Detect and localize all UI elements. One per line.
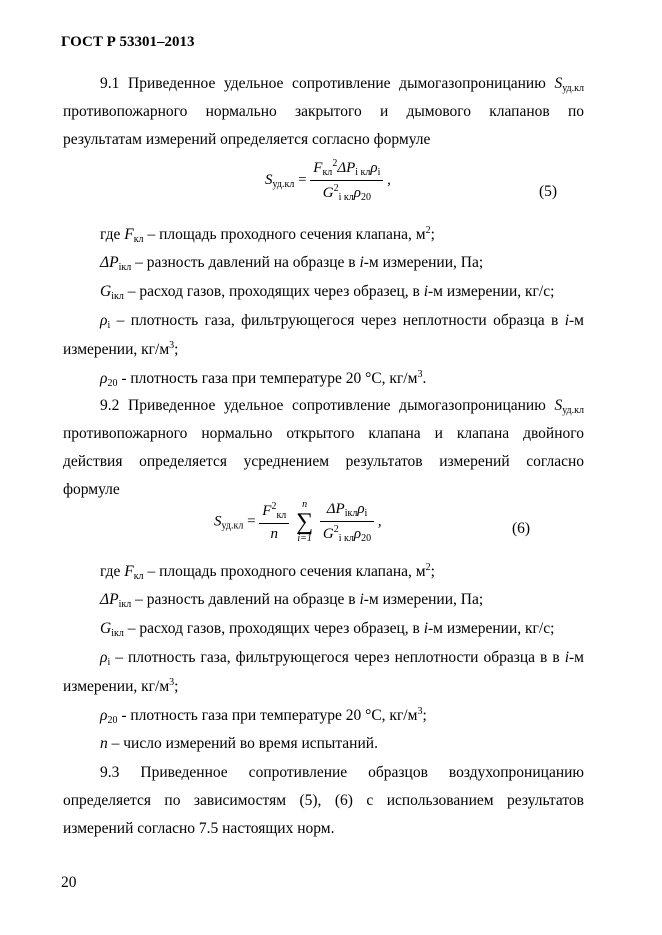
section-9-1-line-2: противопожарного нормально закрытого и дымового клапанов по	[63, 103, 584, 120]
formula-5-number: (5)	[539, 183, 558, 200]
section-9-3-line-3: измерений согласно 7.5 настоящих норм.	[63, 820, 335, 837]
def-F-1: где $F_{кл}$ – площадь проходного сечения клапана, $м^2$;	[100, 225, 435, 245]
def-rho-1: $\rho_i$ – плотность газа, фильтрующегося через неплотности образца в i-м	[100, 312, 584, 331]
section-9-1-line-3: результатам измерений определяется согласно формуле	[63, 131, 431, 148]
formula-5: $S_{уд.кл}$ = $\frac{F_{кл}^2\Delta P_{i кл}\rho_i}{G^2_{i кл}\rho_{20}}$ ,	[265, 158, 391, 203]
section-9-1-line-1: 9.1 Приведенное удельное сопротивление дымогазопроницанию $S_{уд.кл}$	[100, 75, 584, 94]
def-dP-1: $\Delta P_{iкл}$ – разность давлений на образце в i-м измерении, Па;	[100, 254, 484, 273]
def-rho-2-cont: измерении, $кг/м^3$;	[63, 677, 179, 695]
section-9-2-line-1: 9.2 Приведенное удельное сопротивление дымогазопроницанию $S_{уд.кл}$	[100, 397, 584, 416]
def-dP-2: $\Delta P_{iкл}$ – разность давлений на образце в i-м измерении, Па;	[100, 591, 484, 610]
section-9-3-line-1: 9.3 Приведенное сопротивление образцов воздухопроницанию	[100, 764, 584, 781]
def-rho20-1: $\rho_{20}$ - плотность газа при температуре 20 °С, $кг/м^3$.	[100, 369, 427, 389]
def-F-2: где $F_{кл}$ – площадь проходного сечения клапана, $м^2$;	[100, 562, 435, 582]
def-G-1: $G_{iкл}$ – расход газов, проходящих через образец, в i-м измерении, кг/с;	[100, 283, 555, 302]
formula-6: $S_{уд.кл}$ = $\frac{F^2_{кл}}{n}$ n ∑ i=1 $\frac{\Delta P_{iкл}\rho_i}{G^2_{i кл}\rho_{20}}$ ,	[214, 499, 382, 544]
document-header: ГОСТ Р 53301–2013	[61, 34, 195, 50]
def-n: n – число измерений во время испытаний.	[100, 735, 378, 752]
section-9-2-line-3: действия определяется усреднением результатов измерений согласно	[63, 453, 584, 470]
sum-sign: n ∑ i=1	[296, 499, 314, 544]
def-G-2: $G_{iкл}$ – расход газов, проходящих через образец, в i-м измерении, кг/с;	[100, 620, 555, 639]
def-rho-2: $\rho_i$ – плотность газа, фильтрующегося через неплотности образца в в i-м	[100, 649, 584, 668]
section-9-2-line-2: противопожарного нормально открытого клапана и клапана двойного	[63, 425, 584, 442]
section-9-3-line-2: определяется по зависимостям (5), (6) с использованием результатов	[63, 792, 584, 809]
def-rho20-2: $\rho_{20}$ - плотность газа при температуре 20 °С, $кг/м^3$;	[100, 706, 427, 726]
def-rho-1-cont: измерении, $кг/м^3$;	[63, 340, 179, 358]
formula-6-number: (6)	[512, 520, 531, 537]
section-9-2-line-4: формуле	[63, 481, 120, 498]
page-number: 20	[61, 874, 77, 891]
